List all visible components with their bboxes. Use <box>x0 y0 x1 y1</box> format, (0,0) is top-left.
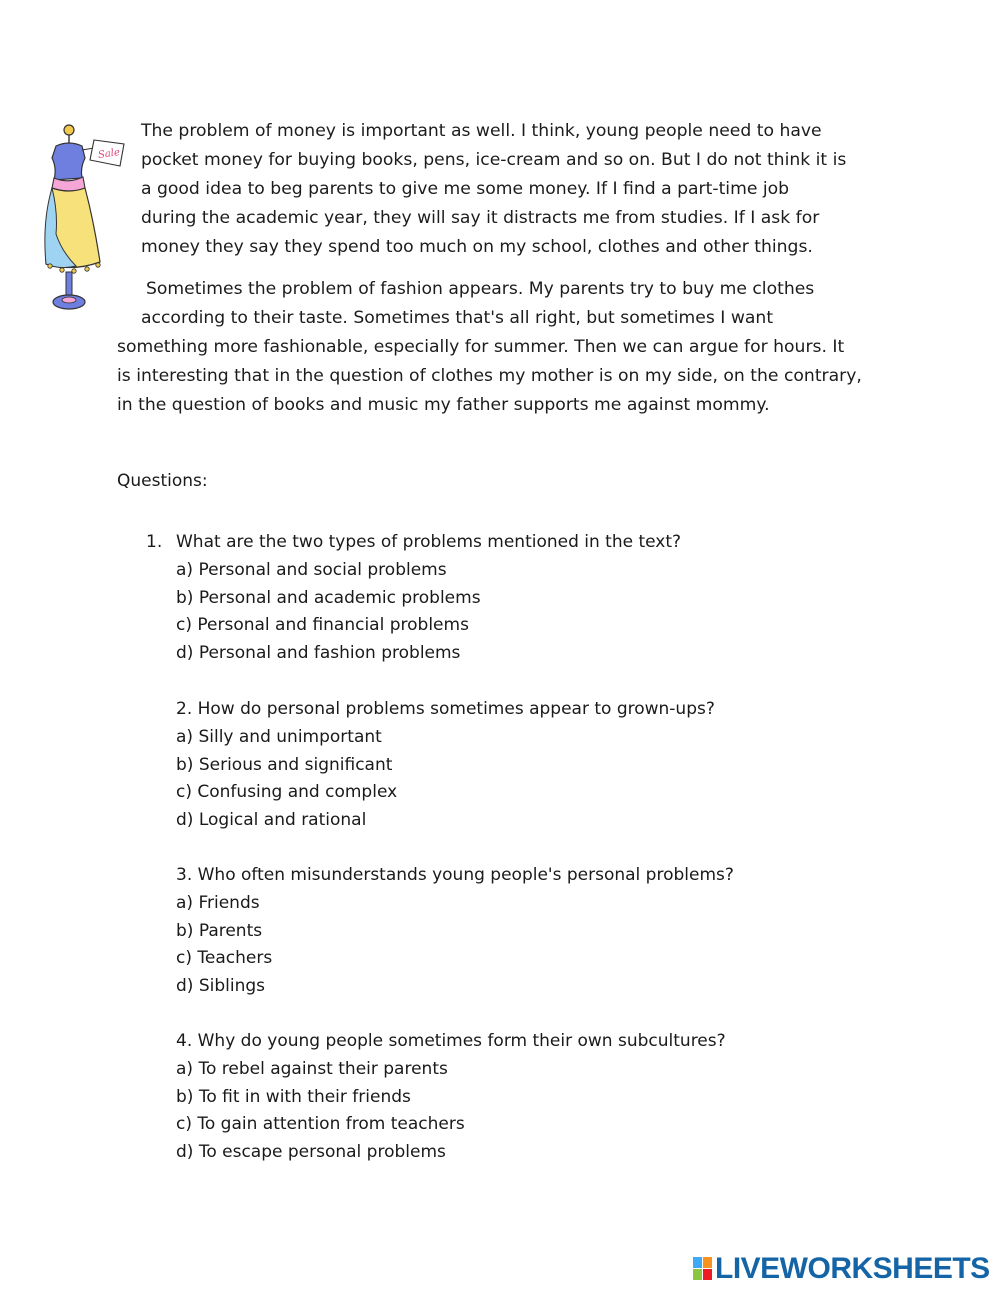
question-3 <box>176 862 876 1001</box>
answer-option[interactable]: c) Teachers <box>176 948 273 969</box>
paragraph-line: during the academic year, they will say it distracts me from studies. If I ask for <box>141 208 820 228</box>
paragraph-line: The problem of money is important as well. I think, young people need to have <box>141 121 822 141</box>
answer-option[interactable]: a) To rebel against their parents <box>176 1058 448 1079</box>
question-number: 1. <box>146 532 163 552</box>
question-text: What are the two types of problems mentioned in the text? <box>176 532 682 552</box>
question-text: 2. How do personal problems sometimes appear to grown-ups? <box>176 699 715 719</box>
questions-heading: Questions: <box>117 471 208 491</box>
live-logo-mark-icon <box>693 1257 713 1281</box>
paragraph-line: according to their taste. Sometimes that's all right, but sometimes I want <box>141 308 774 328</box>
answer-option[interactable]: a) Silly and unimportant <box>176 726 382 747</box>
paragraph-line: something more fashionable, especially for summer. Then we can argue for hours. It <box>117 337 845 357</box>
brand-name: LIVEWORKSHEETS <box>715 1252 990 1285</box>
answer-option[interactable]: a) Personal and social problems <box>176 559 447 580</box>
answer-option[interactable]: c) To gain attention from teachers <box>176 1114 465 1135</box>
answer-option[interactable]: d) Logical and rational <box>176 810 367 831</box>
answer-option[interactable]: d) Personal and fashion problems <box>176 643 461 664</box>
question-4 <box>176 1028 876 1167</box>
answer-option[interactable]: b) Serious and significant <box>176 754 393 775</box>
question-text: 4. Why do young people sometimes form their own subcultures? <box>176 1031 726 1051</box>
question-1 <box>146 529 876 668</box>
paragraph-line: a good idea to beg parents to give me some money. If I find a part-time job <box>141 179 790 199</box>
paragraph-line: in the question of books and music my father supports me against mommy. <box>117 395 770 415</box>
answer-option[interactable]: d) Siblings <box>176 976 266 997</box>
paragraph-money <box>141 117 886 262</box>
answer-option[interactable]: b) Personal and academic problems <box>176 587 481 608</box>
answer-option[interactable]: d) To escape personal problems <box>176 1142 446 1163</box>
paragraph-line: is interesting that in the question of clothes my mother is on my side, on the contrary, <box>117 366 862 386</box>
paragraph-line: pocket money for buying books, pens, ice-cream and so on. But I do not think it is <box>141 150 847 170</box>
paragraph-fashion <box>117 275 892 420</box>
answer-option[interactable]: b) Parents <box>176 920 263 941</box>
paragraph-line: Sometimes the problem of fashion appears. My parents try to buy me clothes <box>146 279 815 299</box>
question-text: 3. Who often misunderstands young people's personal problems? <box>176 865 734 885</box>
sale-tag-label: Sale <box>97 147 121 162</box>
answer-option[interactable]: c) Confusing and complex <box>176 782 398 803</box>
answer-option[interactable]: b) To fit in with their friends <box>176 1086 411 1107</box>
question-2 <box>176 696 876 835</box>
answer-option[interactable]: c) Personal and financial problems <box>176 615 469 636</box>
liveworksheets-logo[interactable] <box>693 1252 990 1285</box>
answer-option[interactable]: a) Friends <box>176 892 260 913</box>
paragraph-line: money they say they spend too much on my school, clothes and other things. <box>141 237 813 257</box>
